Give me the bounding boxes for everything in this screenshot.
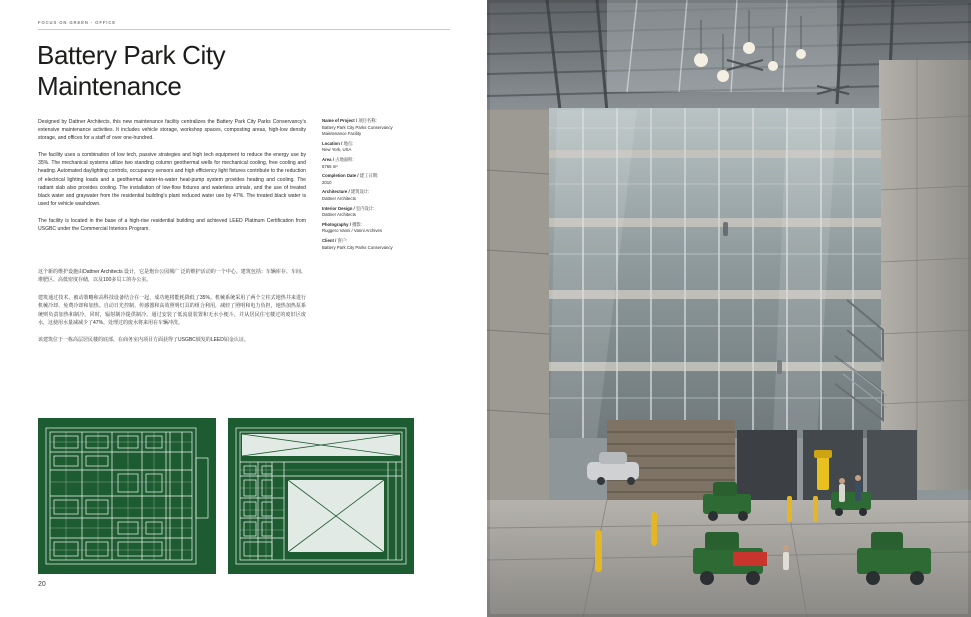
credit-label-cn: 客户:	[337, 237, 348, 243]
interior-atrium-photograph	[487, 0, 971, 617]
credit-label: Client /	[322, 237, 337, 243]
credit-label-cn: 项目名称:	[358, 118, 377, 123]
credit-label: Area /	[322, 156, 334, 162]
credit-label-cn: 室内设计:	[355, 205, 375, 211]
body-paragraph: The facility is located in the base of a high-rise residential building and achieved LEED Platinum Certification from USGBC under the Commercial Interiors Program.	[38, 217, 306, 233]
credit-label-cn: 摄影:	[352, 221, 362, 227]
ground-floor-plan	[38, 418, 216, 574]
credit-label: Location /	[322, 140, 343, 146]
page-title: Battery Park City Maintenance	[37, 40, 226, 101]
credit-value: Dattner Architects	[322, 195, 356, 201]
right-page	[487, 0, 971, 617]
credit-label: Photography /	[322, 221, 351, 227]
chinese-body-text	[38, 268, 306, 354]
body-paragraph-cn: 该建筑位于一栋高层居民楼的底部，在商务室内项目方面获得了USGBC颁发的LEED铂金认证。	[38, 337, 249, 344]
credit-label-cn: 占地面积:	[335, 156, 354, 162]
credit-label: Name of Project /	[322, 118, 358, 123]
project-credits	[322, 118, 454, 251]
credit-value: Ruggero Vanni / Vanni Archives	[322, 228, 383, 234]
body-paragraph-cn: 建筑通过技术、被动策略和高科技设备结合在一起，成功地将能耗降低了35%。机械系统采用了两个立柱式地热井来进行机械冷却、免费冷却和加热。自动日光控制、传感器和高效照明灯具的组合利用，减轻了照明和电力负担，地热加热泵系统则负责加热和制冷。同时，辐射制冷提供制冷。通过安装了低流量装置和无水小便斗，并从居民住宅楼过的废旧区废水，这使用水量减减少了47%。处理过的废水将来用在车辆冲洗。	[38, 294, 306, 327]
body-paragraph: Designed by Dattner Architects, this new maintenance facility centralizes the Battery Park City Parks Conservancy's extensive maintenance activities. It includes vehicle storage, workshop spaces, composting areas, high-low density storage, and offices for a staff of over one-hundred.	[38, 119, 306, 142]
credit-label-cn: 建工日期:	[359, 173, 379, 179]
english-body-text	[38, 118, 306, 242]
upper-floor-plan	[228, 418, 414, 574]
running-head: FOCUS ON GREEN · OFFICE	[38, 20, 116, 25]
credit-label: Architecture /	[322, 189, 350, 195]
credit-label-cn: 建筑设计:	[350, 189, 370, 195]
credit-value: Battery Park City Parks Conservancy	[322, 244, 393, 250]
credit-value: 2010	[322, 179, 332, 185]
page-number: 20	[38, 581, 46, 588]
credit-value: 5765 m²	[322, 163, 338, 169]
credit-value: New York, USA	[322, 147, 352, 153]
credit-value: Dattner Architects	[322, 212, 356, 218]
credit-value: Battery Park City Parks Conservancy	[322, 124, 393, 130]
credit-label: Completion Date /	[322, 173, 359, 179]
header-rule	[38, 29, 450, 30]
body-paragraph: The facility uses a combination of low tech, passive strategies and high tech equipment to reduce the energy use by 35%. The mechanical systems utilize two standing column geothermal wells for mechanical cooling, free cooling and heating. Automated daylighting controls, occupancy sensors and high efficiency light fixtures contribute to the reduction of electrical lighting loads and a geothermal water-to-water heat-pump system provides heating and cooling. The radiant slab also provides cooling. The installation of low-flow fixtures and waterless urinals, and the use of treated black water and graywater from the residential building's plant reduced water use by 47%. The treated black water is used for vehicle washdown.	[38, 152, 306, 207]
credit-label-cn: 地点:	[343, 140, 354, 146]
credit-value: Maintenance Facility	[322, 131, 362, 137]
body-paragraph-cn: 这个新的维护设施由Dattner Architects 设计，它是炮台公园城广 泛的维护活动的一个中心。建筑包括：车辆库存、车间、堆肥区、高低密度存储，以及100多员工的办公室。	[38, 269, 306, 284]
credit-label: Interior Design /	[322, 205, 355, 211]
